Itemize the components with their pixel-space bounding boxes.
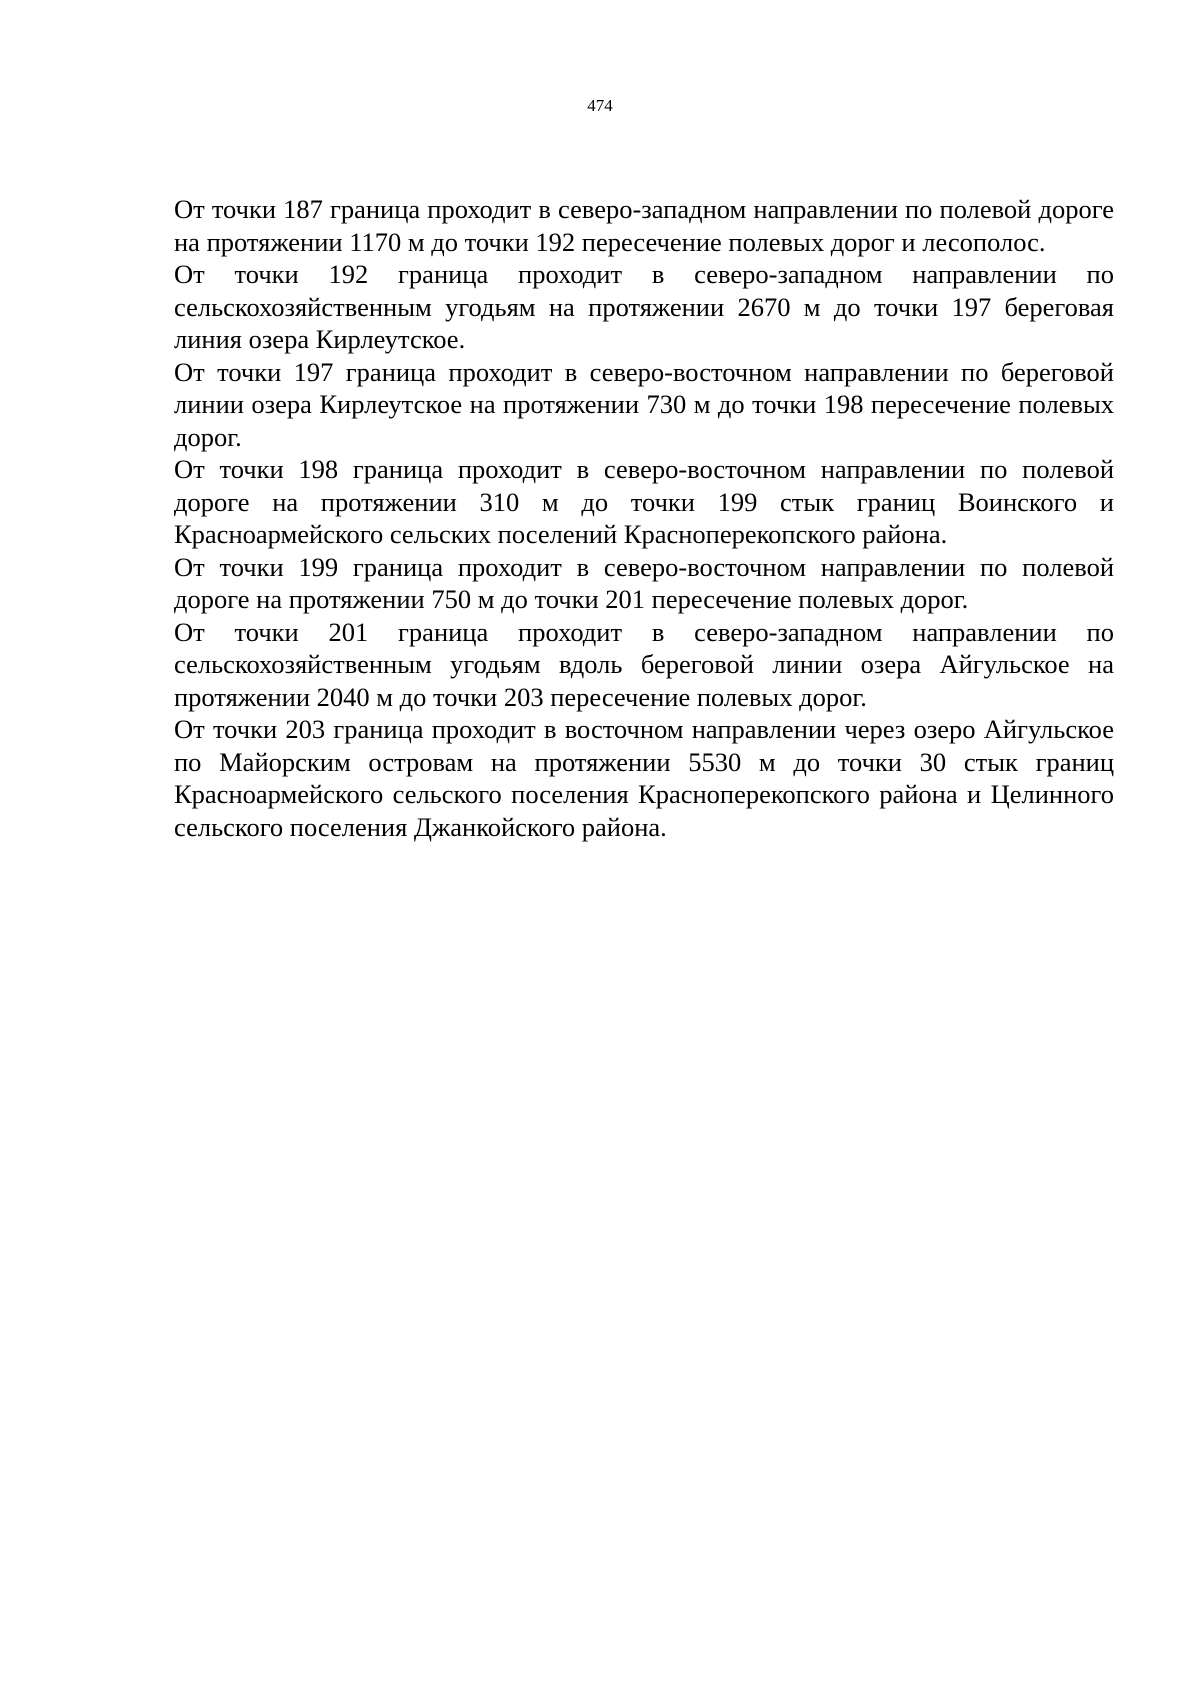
document-body [174,193,1114,843]
paragraph: От точки 199 граница проходит в северо-восточном направлении по полевой дороге на протяжении 750 м до точки 201 пересечение полевых дорог. [174,551,1114,614]
paragraph: От точки 197 граница проходит в северо-восточном направлении по береговой линии озера Кирлеутское на протяжении 730 м до точки 198 пересечение полевых дорог. [174,356,1114,452]
paragraph: От точки 201 граница проходит в северо-западном направлении по сельскохозяйственным угодьям вдоль береговой линии озера Айгульское на протяжении 2040 м до точки 203 пересечение полевых дорог. [174,616,1114,712]
paragraph: От точки 203 граница проходит в восточном направлении через озеро Айгульское по Майорским островам на протяжении 5530 м до точки 30 стык границ Красноармейского сельского поселения Красноперекопского района и Целинного сельского поселения Джанкойского района. [174,714,1114,842]
paragraph: От точки 198 граница проходит в северо-восточном направлении по полевой дороге на протяжении 310 м до точки 199 стык границ Воинского и Красноармейского сельских поселений Красноперекопского района. [174,454,1114,549]
page-number: 474 [587,96,613,115]
paragraph: От точки 187 граница проходит в северо-западном направлении по полевой дороге на протяжении 1170 м до точки 192 пересечение полевых дорог и лесополос. [174,194,1114,257]
paragraph: От точки 192 граница проходит в северо-западном направлении по сельскохозяйственным угодьям на протяжении 2670 м до точки 197 береговая линия озера Кирлеутское. [174,259,1114,354]
